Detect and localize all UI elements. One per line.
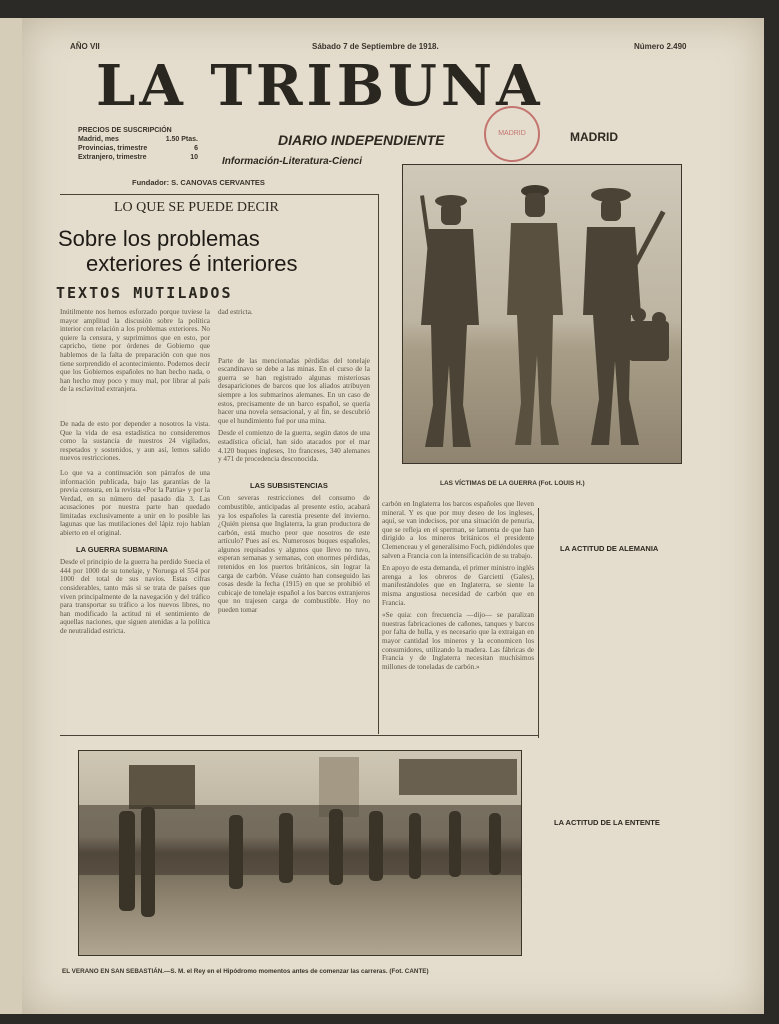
subscription-row-price: 10 [190, 154, 198, 161]
top-photo-caption: LAS VÍCTIMAS DE LA GUERRA (Fot. LOUIS H.) [440, 480, 585, 487]
paragraph: Inútilmente nos hemos esforzado porque tuviese la mayor amplitud la discusión sobre la política interior con relación a los problemas exteriores. No quiere la censura, y suprimimos que en esto, por capricho, tiene por órdenes de Gobierno que hablemos de la falta de preparación con que nos tiene sorprendido el acontecimiento. Podemos decir que los Gobiernos españoles no han hecho nada, o han hecho muy poco y muy mal, por librar al país de la esclavitud extranjera. [60, 308, 210, 394]
subscription-row [78, 153, 198, 162]
section-heading: LA GUERRA SUBMARINA [76, 544, 168, 554]
paragraph: carbón en Inglaterra los barcos españoles que lleven mineral. Y es que por muy deseo de los ingleses, aquí, se van indecisos, por una situación de penuria, que se refleja en el sperman, se lamenta de que han dirigido a los mineros británicos el presidente Clemenceau y el generalísimo Foch, pidiéndoles que salven a Francia con la intensificación de su trabajo. [382, 500, 534, 560]
newspaper-page [22, 18, 764, 1014]
masthead-sections: Información-Literatura-Cienci [222, 156, 363, 167]
column-1 [60, 308, 210, 636]
war-victims-photo [402, 164, 682, 464]
subscription-box [78, 126, 198, 162]
paragraph: dad estricta. [218, 308, 253, 316]
paragraph: Desde el principio de la guerra ha perdido Suecia el 444 por 1000 de su tonelaje, y Noruega el 554 por 1000 del total de sus navíos. Estas cifras considerables, tanto más si se trata de países que viven principalmente de la navegación y del tráfico para transportar su tráfico a los nuevos libres, no han modificado la actitud ni el sentimiento de aquellas naciones, que siguen atenidas a la política de neutralidad estricta. [60, 558, 210, 635]
subscription-row-price: 1.50 Ptas. [165, 136, 198, 143]
stamp-text: MADRID [498, 130, 526, 137]
founder-line: Fundador: S. CANOVAS CERVANTES [132, 178, 265, 187]
sidebar-heading-alemania: LA ACTITUD DE ALEMANIA [560, 544, 659, 553]
headline-line: exteriores é interiores [86, 251, 298, 276]
subscription-row-label: Extranjero, trimestre [78, 154, 147, 161]
subscription-row-label: Madrid, mes [78, 136, 119, 143]
article-kicker: LO QUE SE PUEDE DECIR [114, 200, 279, 215]
masthead-tagline: DIARIO INDEPENDIENTE [278, 132, 445, 148]
sidebar-heading-entente: LA ACTITUD DE LA ENTENTE [554, 818, 660, 827]
issue-number: Número 2.490 [634, 42, 687, 51]
subscription-row [78, 135, 198, 144]
article-headline [58, 226, 388, 276]
paragraph: Desde el comienzo de la guerra, según datos de una estadística oficial, han sido atacados por el mar 4.120 buques ingleses, 1to franceses, 340 alemanes y 471 de procedencia desconocida. [218, 429, 370, 464]
column-rule [538, 508, 539, 738]
san-sebastian-photo [78, 750, 522, 956]
subscription-row [78, 144, 198, 153]
date-label: Sábado 7 de Septiembre de 1918. [312, 42, 439, 51]
column-2 [218, 308, 370, 615]
previous-page-edge [0, 18, 24, 1014]
column-3 [382, 500, 534, 671]
bottom-photo-caption: EL VERANO EN SAN SEBASTIÁN.—S. M. el Rey en el Hipódromo momentos antes de comenzar las carreras. (Fot. CANTE) [62, 968, 429, 975]
section-heading: LAS SUBSISTENCIAS [250, 480, 328, 490]
paragraph: Con severas restricciones del consumo de combustible, anticipadas al presente estío, acabará ya los españoles la carestía presente del invierno. ¿Quién piensa que Inglaterra, la gran productora de carbón, está mucho peor que nosotros de este artículo? Pues así es. Numerosos buques españoles, algunos requisados y algunos que llevo no tuvo, esperan semanas y semanas, con enormes pérdidas, retenidos en los puertos británicos, sin lograr la carga de carbón. Véase cuánto han conseguido las cosas desde la fecha (1915) en que se prohibió el cubicaje de tonelaje español a los barcos extranjeros que no trajesen carga de combustible. Hoy no pueden tomar [218, 494, 370, 615]
hippodrome-crowd [79, 751, 521, 955]
subscription-row-label: Provincias, trimestre [78, 145, 148, 152]
subscription-heading: PRECIOS DE SUSCRIPCIÓN [78, 127, 172, 134]
paragraph: Parte de las mencionadas pérdidas del tonelaje escandinavo se debe a las minas. En el curso de la guerra se han registrado algunas misteriosas desapariciones de barcos que los aliados atribuyen siempre a los submarinos alemanes. En un caso de estos, precisamente de un barco español, se quería hacer una novela sensacional, y al fin, se descubrió que el hundimiento fué por una mina. [218, 356, 370, 425]
masthead-title: LA TRIBUNA [96, 53, 544, 119]
year-label: AÑO VII [70, 42, 100, 51]
article-subhead: TEXTOS MUTILADOS [56, 284, 233, 302]
paragraph: En apoyo de esta demanda, el primer ministro inglés arenga a los obreros de Garcietti (Gales), manifestándoles que en Inglaterra, se siente la misma angustiosa necesidad de carbón que en Francia. [382, 564, 534, 607]
war-victims-figures [403, 165, 681, 463]
headline-line: Sobre los problemas [58, 226, 260, 251]
rule [60, 194, 378, 195]
paragraph: «Se quia: con frecuencia —dijo— se paralizan nuestras fabricaciones de cañones, tanques y barcos por falta de hulla, y es necesario que la extraigan en mayor cantidad los mineros y la economicen los consumidores, utilizando la madera. Las fábricas de Francia y de Inglaterra necesitan muchísimos millones de toneladas de carbón.» [382, 611, 534, 671]
paragraph: De nada de esto por depender a nosotros la vista. Que la vida de esa estadística no consideremos como la sustancia de nuestros 24 vigilados, respetados y sostenidos, y aun así, lemos salido nuevos restricciones. [60, 419, 210, 463]
library-stamp [484, 106, 540, 162]
rule [60, 735, 538, 736]
masthead-city: MADRID [570, 130, 618, 144]
subscription-row-price: 6 [194, 145, 198, 152]
paragraph: Lo que va a continuación son párrafos de una información publicada, bajo las garantías de la previa censura, en la revista «Por la Patria» y por la Verdad, en su número del pasado día 3. Las acusaciones por nuestra parte han quedado limitadas exclusivamente a unir en lo posible las lagunas que las mutilaciones del lápiz rojo habían abierto en el original. [60, 468, 210, 538]
